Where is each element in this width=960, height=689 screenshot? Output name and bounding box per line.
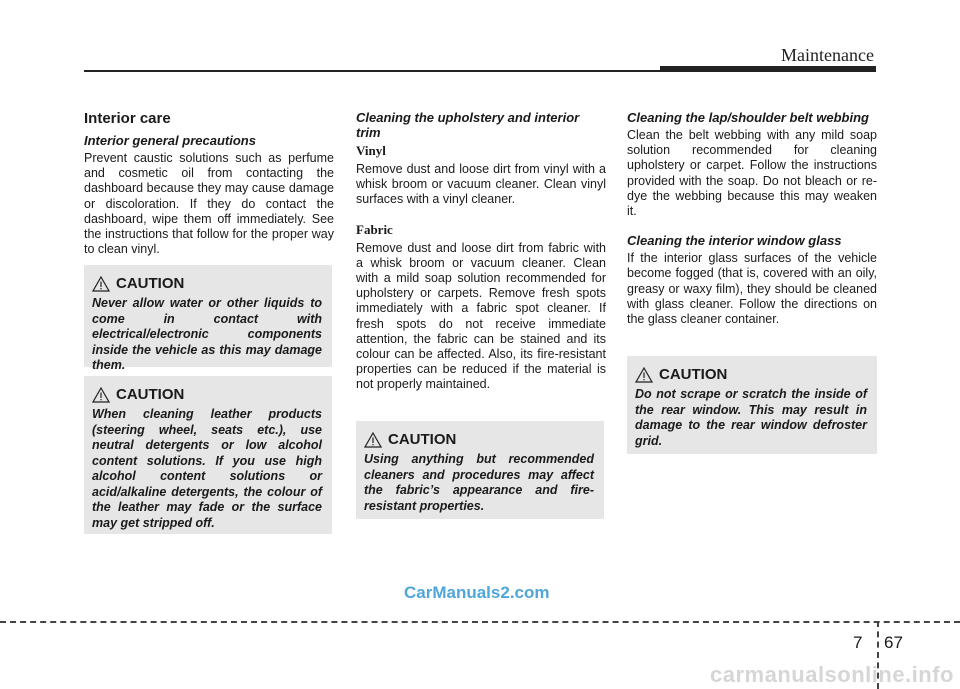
caution-text: Using anything but recommended cleaners and procedures may affect the fabric’s appearance and fire-resistant properties. [364,452,594,513]
vinyl-text: Remove dust and loose dirt from vinyl with a whisk broom or vacuum cleaner. Clean vinyl surfaces with a vinyl cleaner. [356,162,606,207]
sub-title-window-glass: Cleaning the interior window glass [627,233,842,249]
caution-text: Never allow water or other liquids to come in contact with electrical/electronic components inside the vehicle as this may damage them. [92,296,322,372]
caution-box-leather [84,376,332,534]
page-header-title: Maintenance [781,45,874,65]
header-rule-accent [660,66,876,72]
page-number: 67 [884,633,903,652]
caution-title: CAUTION [116,386,185,403]
sub-title-upholstery: Cleaning the upholstery and interior trim [356,110,580,140]
watermark-link[interactable]: CarManuals2.com [404,583,550,602]
chapter-number: 7 [853,633,863,652]
sub-title-belt-webbing: Cleaning the lap/shoulder belt webbing [627,110,869,125]
caution-box-rear-window [627,356,877,454]
caution-title: CAUTION [116,275,185,292]
caution-text: Do not scrape or scratch the inside of the rear window. This may result in damage to the rear window defroster grid. [635,387,867,448]
caution-title: CAUTION [388,431,457,448]
warning-triangle-icon [92,276,110,292]
warning-triangle-icon [635,367,653,383]
site-footer-link[interactable]: carmanualsonline.info [710,662,954,687]
section-title: Interior care [84,110,171,127]
caution-text: When cleaning leather products (steering wheel, seats etc.), use neutral detergents or low alcohol content solutions. If you use high alcohol content solutions or acid/alkaline detergents, the colour of the leather may fade or the surface may get stripped off. [92,407,322,530]
column-upholstery [356,110,606,393]
caution-box-cleaners [356,421,604,519]
warning-triangle-icon [364,432,382,448]
general-precautions-text: Prevent caustic solutions such as perfume and cosmetic oil from contacting the dashboard because they may cause damage or discoloration. If they do contact the dashboard, wipe them off immediately. See the instructions that follow for the proper way to clean vinyl. [84,151,334,257]
caution-title: CAUTION [659,366,728,383]
header-rule [84,70,660,72]
footer-rule [0,621,960,623]
fabric-text: Remove dust and loose dirt from fabric with a whisk broom or vacuum cleaner. Clean with a mild soap solution recommended for upholstery or carpets. Remove fresh spots immediately with a fabric spot cleaner. If fresh spots do not receive immediate attention, the fabric can be stained and its colour can be affected. Also, its fire-resistant properties can be reduced if the material is not properly maintained. [356,240,606,392]
column-interior-care [84,110,334,257]
sub-title-general-precautions: Interior general precautions [84,133,256,148]
vinyl-heading: Vinyl [356,143,386,158]
window-glass-text: If the interior glass surfaces of the vehicle become fogged (that is, covered with an oily, greasy or waxy film), they should be cleaned with glass cleaner. Follow the directions on the glass cleaner container. [627,251,877,327]
belt-webbing-text: Clean the belt webbing with any mild soap solution recommended for cleaning upholstery or carpet. Follow the instructions provided with the soap. Do not bleach or re-dye the webbing because this may weaken it. [627,128,877,219]
warning-triangle-icon [92,387,110,403]
column-belt-glass [627,110,877,327]
caution-box-liquids [84,265,332,372]
fabric-heading: Fabric [356,221,393,237]
